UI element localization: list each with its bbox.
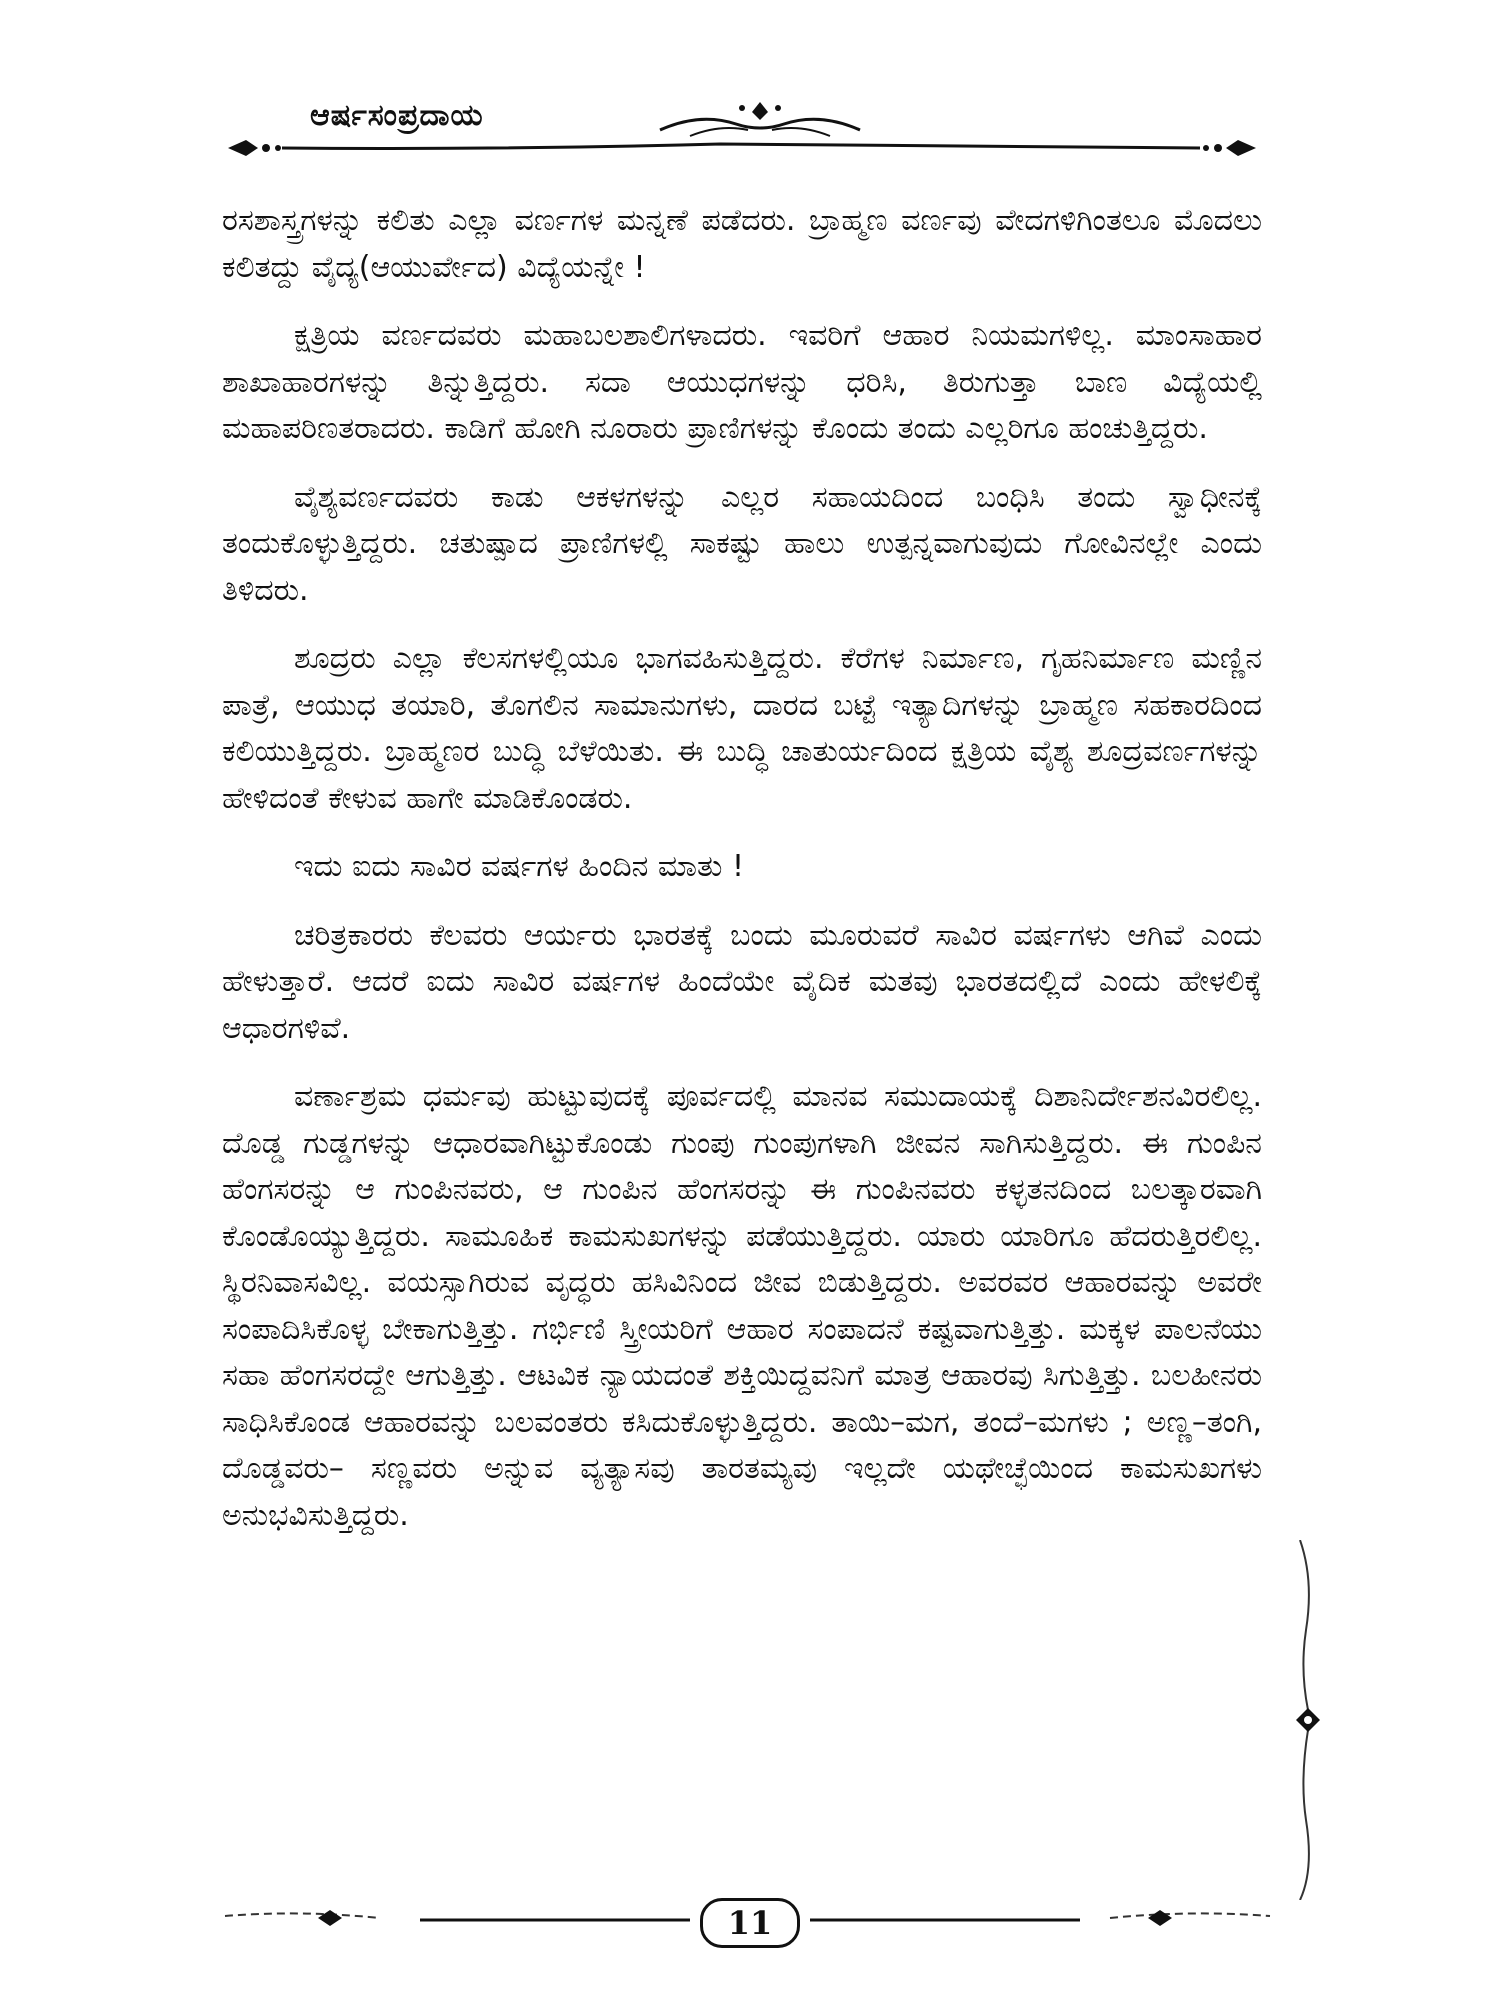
paragraph: ವರ್ಣಾಶ್ರಮ ಧರ್ಮವು ಹುಟ್ಟುವುದಕ್ಕೆ ಪೂರ್ವದಲ್ಲಿ ಮಾನವ ಸಮುದಾಯಕ್ಕೆ ದಿಶಾನಿರ್ದೇಶನವಿರಲಿಲ್ಲ. ದೊಡ್ಡ ಗುಡ್ಡಗಳನ್ನು ಆಧಾರವಾಗಿಟ್ಟುಕೊಂಡು ಗುಂಪು ಗುಂಪುಗಳಾಗಿ ಜೀವನ ಸಾಗಿಸುತ್ತಿದ್ದರು. ಈ ಗುಂಪಿನ ಹೆಂಗಸರನ್ನು ಆ ಗುಂಪಿನವರು, ಆ ಗುಂಪಿನ ಹೆಂಗಸರನ್ನು ಈ ಗುಂಪಿನವರು ಕಳ್ಳತನದಿಂದ ಬಲತ್ಕಾರವಾಗಿ ಕೊಂಡೊಯ್ಯುತ್ತಿದ್ದರು. ಸಾಮೂಹಿಕ ಕಾಮಸುಖಗಳನ್ನು ಪಡೆಯುತ್ತಿದ್ದರು. ಯಾರು ಯಾರಿಗೂ ಹೆದರುತ್ತಿರಲಿಲ್ಲ. ಸ್ಥಿರನಿವಾಸವಿಲ್ಲ. ವಯಸ್ಸಾಗಿರುವ ವೃದ್ಧರು ಹಸಿವಿನಿಂದ ಜೀವ ಬಿಡುತ್ತಿದ್ದರು. ಅವರವರ ಆಹಾರವನ್ನು ಅವರೇ ಸಂಪಾದಿಸಿಕೊಳ್ಳ ಬೇಕಾಗುತ್ತಿತ್ತು. ಗರ್ಭಿಣಿ ಸ್ತ್ರೀಯರಿಗೆ ಆಹಾರ ಸಂಪಾದನೆ ಕಷ್ಟವಾಗುತ್ತಿತ್ತು. ಮಕ್ಕಳ ಪಾಲನೆಯು ಸಹಾ ಹೆಂಗಸರದ್ದೇ ಆಗುತ್ತಿತ್ತು. ಆಟವಿಕ ನ್ಯಾಯದಂತೆ ಶಕ್ತಿಯಿದ್ದವನಿಗೆ ಮಾತ್ರ ಆಹಾರವು ಸಿಗುತ್ತಿತ್ತು. ಬಲಹೀನರು ಸಾಧಿಸಿಕೊಂಡ ಆಹಾರವನ್ನು ಬಲವಂತರು ಕಸಿದುಕೊಳ್ಳುತ್ತಿದ್ದರು. ತಾಯಿ–ಮಗ, ತಂದೆ–ಮಗಳು ; ಅಣ್ಣ–ತಂಗಿ, ದೊಡ್ಡವರು– ಸಣ್ಣವರು ಅನ್ನುವ ವ್ಯತ್ಯಾಸವು ತಾರತಮ್ಯವು ಇಲ್ಲದೇ ಯಥೇಚ್ಛೆಯಿಂದ ಕಾಮಸುಖಗಳು ಅನುಭವಿಸುತ್ತಿದ್ದರು. xyxy=(222,1079,1262,1533)
paragraph: ಕ್ಷತ್ರಿಯ ವರ್ಣದವರು ಮಹಾಬಲಶಾಲಿಗಳಾದರು. ಇವರಿಗೆ ಆಹಾರ ನಿಯಮಗಳಿಲ್ಲ. ಮಾಂಸಾಹಾರ ಶಾಖಾಹಾರಗಳನ್ನು ತಿನ್ನುತ್ತಿದ್ದರು. ಸದಾ ಆಯುಧಗಳನ್ನು ಧರಿಸಿ, ತಿರುಗುತ್ತಾ ಬಾಣ ವಿದ್ಯೆಯಲ್ಲಿ ಮಹಾಪರಿಣತರಾದರು. ಕಾಡಿಗೆ ಹೋಗಿ ನೂರಾರು ಪ್ರಾಣಿಗಳನ್ನು ಕೊಂದು ತಂದು ಎಲ್ಲರಿಗೂ ಹಂಚುತ್ತಿದ್ದರು. xyxy=(222,318,1262,446)
paragraph: ರಸಶಾಸ್ತ್ರಗಳನ್ನು ಕಲಿತು ಎಲ್ಲಾ ವರ್ಣಗಳ ಮನ್ನಣೆ ಪಡೆದರು. ಬ್ರಾಹ್ಮಣ ವರ್ಣವು ವೇದಗಳಿಗಿಂತಲೂ ಮೊದಲು ಕಲಿತದ್ದು ವೈದ್ಯ(ಆಯುರ್ವೇದ) ವಿದ್ಯೆಯನ್ನೇ ! xyxy=(222,203,1262,285)
header-center-flourish xyxy=(660,102,860,136)
margin-ornament xyxy=(1270,1540,1330,1900)
page-number: 11 xyxy=(700,1898,800,1948)
paragraph: ಇದು ಐದು ಸಾವಿರ ವರ್ಷಗಳ ಹಿಂದಿನ ಮಾತು ! xyxy=(294,849,744,884)
paragraph: ಶೂದ್ರರು ಎಲ್ಲಾ ಕೆಲಸಗಳಲ್ಲಿಯೂ ಭಾಗವಹಿಸುತ್ತಿದ್ದರು. ಕೆರೆಗಳ ನಿರ್ಮಾಣ, ಗೃಹನಿರ್ಮಾಣ ಮಣ್ಣಿನ ಪಾತ್ರೆ, ಆಯುಧ ತಯಾರಿ, ತೊಗಲಿನ ಸಾಮಾನುಗಳು, ದಾರದ ಬಟ್ಟೆ ಇತ್ಯಾದಿಗಳನ್ನು ಬ್ರಾಹ್ಮಣ ಸಹಕಾರದಿಂದ ಕಲಿಯುತ್ತಿದ್ದರು. ಬ್ರಾಹ್ಮಣರ ಬುದ್ಧಿ ಬೆಳೆಯಿತು. ಈ ಬುದ್ಧಿ ಚಾತುರ್ಯದಿಂದ ಕ್ಷತ್ರಿಯ ವೈಶ್ಯ ಶೂದ್ರವರ್ಣಗಳನ್ನು ಹೇಳಿದಂತೆ ಕೇಳುವ ಹಾಗೇ ಮಾಡಿಕೊಂಡರು. xyxy=(222,641,1262,816)
paragraph: ಚರಿತ್ರಕಾರರು ಕೆಲವರು ಆರ್ಯರು ಭಾರತಕ್ಕೆ ಬಂದು ಮೂರುವರೆ ಸಾವಿರ ವರ್ಷಗಳು ಆಗಿವೆ ಎಂದು ಹೇಳುತ್ತಾರೆ. ಆದರೆ ಐದು ಸಾವಿರ ವರ್ಷಗಳ ಹಿಂದೆಯೇ ವೈದಿಕ ಮತವು ಭಾರತದಲ್ಲಿದೆ ಎಂದು ಹೇಳಲಿಕ್ಕೆ ಆಧಾರಗಳಿವೆ. xyxy=(222,917,1262,1046)
header-rule xyxy=(282,144,1200,149)
page-header xyxy=(0,0,1500,170)
header-left-flourish xyxy=(228,140,281,156)
header-right-flourish xyxy=(1203,140,1256,156)
header-ornament xyxy=(0,0,1500,170)
page-body xyxy=(222,198,1262,1561)
paragraph: ವೈಶ್ಯವರ್ಣದವರು ಕಾಡು ಆಕಳಗಳನ್ನು ಎಲ್ಲರ ಸಹಾಯದಿಂದ ಬಂಧಿಸಿ ತಂದು ಸ್ವಾಧೀನಕ್ಕೆ ತಂದುಕೊಳ್ಳುತ್ತಿದ್ದರು. ಚತುಷ್ಪಾದ ಪ್ರಾಣಿಗಳಲ್ಲಿ ಸಾಕಷ್ಟು ಹಾಲು ಉತ್ಪನ್ನವಾಗುವುದು ಗೋವಿನಲ್ಲೇ ಎಂದು ತಿಳಿದರು. xyxy=(222,479,1262,608)
running-header-title: ಆರ್ಷಸಂಪ್ರದಾಯ xyxy=(310,98,484,133)
